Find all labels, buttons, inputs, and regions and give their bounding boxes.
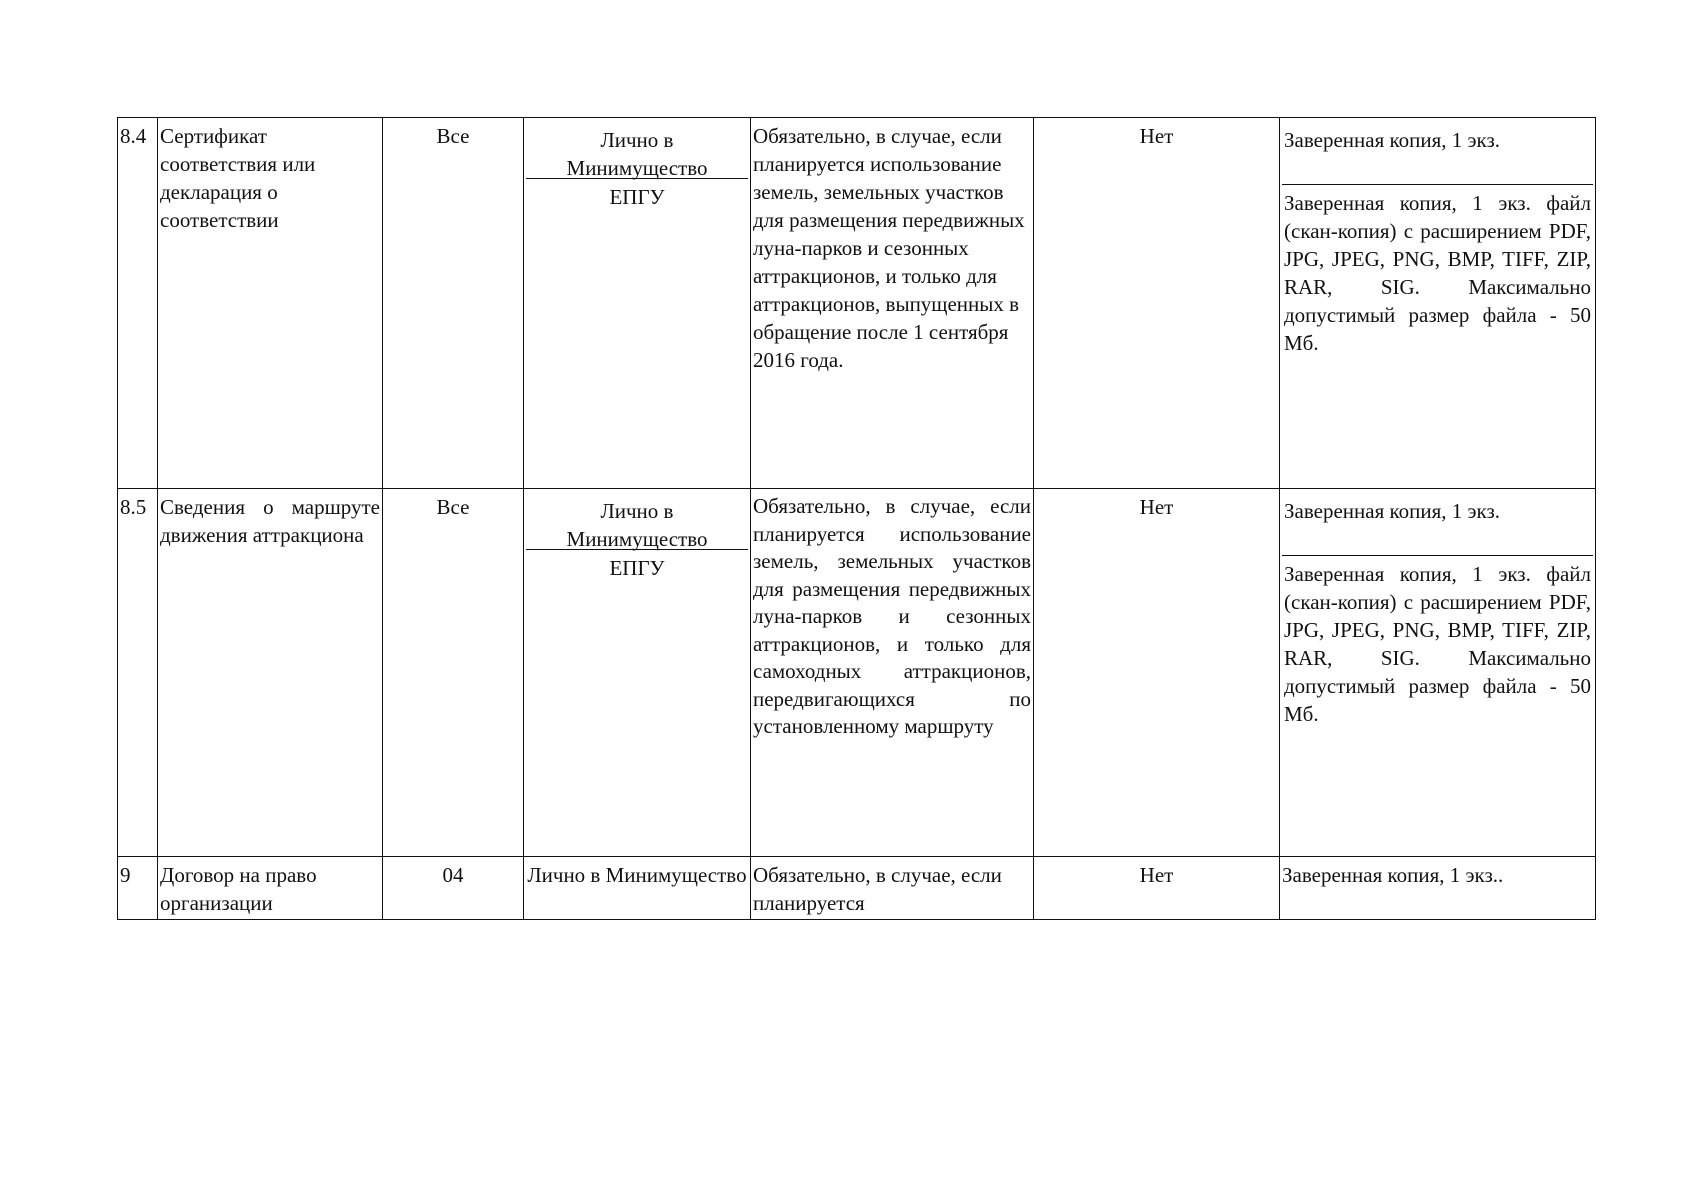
requirement-condition [751,489,1034,857]
table-row [118,118,1596,489]
submission-method-cell [524,489,751,857]
document-form-personal: Заверенная копия, 1 экз. [1282,493,1593,556]
original-required: Нет [1034,118,1280,489]
document-name: Сертификат соответствия или декларация о соответствии [158,118,383,489]
table-row [118,489,1596,857]
row-number: 8.4 [118,118,158,489]
document-name: Договор на право организации [158,857,383,920]
original-required: Нет [1034,489,1280,857]
document-form-cell [1280,489,1596,857]
submission-method-personal: Лично в Минимущество [526,122,748,179]
table-row [118,857,1596,920]
requirement-condition: Обязательно, в случае, если планируется [751,857,1034,920]
document-name [158,489,383,857]
document-form-online: Заверенная копия, 1 экз. файл (скан-копия) с расширением PDF, JPG, JPEG, PNG, BMP, TIFF, ZIP, RAR, SIG. Максимально допустимый размер файла - 50 Мб. [1284,562,1591,726]
submission-method-cell [524,118,751,489]
submission-method-personal: Лично в Минимущество [524,857,751,920]
requirement-condition-text: Обязательно, в случае, если планируется использование земель, земельных участков для размещения передвижных луна-парков и сезонных аттракционов, и только для самоходных аттракционов, передвигающихся по установленному маршруту [753,494,1031,738]
row-number: 8.5 [118,489,158,857]
submission-method-personal: Лично в Минимущество [526,493,748,550]
submission-method-online: ЕПГУ [609,556,665,580]
applicant-category: 04 [383,857,524,920]
requirement-condition-text: Обязательно, в случае, если планируется использование земель, земельных участков для размещения передвижных луна-парков и сезонных аттракционов, и только для аттракционов, выпущенных в обращение после 1 сентября 2016 года. [753,124,1025,372]
submission-method-online: ЕПГУ [609,185,665,209]
applicant-category: Все [383,489,524,857]
row-number: 9 [118,857,158,920]
original-required: Нет [1034,857,1280,920]
documents-table [117,117,1596,920]
applicant-category: Все [383,118,524,489]
document-form-personal: Заверенная копия, 1 экз. [1282,122,1593,185]
document-name-text: Сведения о маршруте движения аттракциона [160,495,380,547]
document-form-online: Заверенная копия, 1 экз. файл (скан-копия) с расширением PDF, JPG, JPEG, PNG, BMP, TIFF, ZIP, RAR, SIG. Максимально допустимый размер файла - 50 Мб. [1284,191,1591,355]
requirement-condition [751,118,1034,489]
document-form-personal: Заверенная копия, 1 экз.. [1280,857,1596,920]
document-form-cell [1280,118,1596,489]
